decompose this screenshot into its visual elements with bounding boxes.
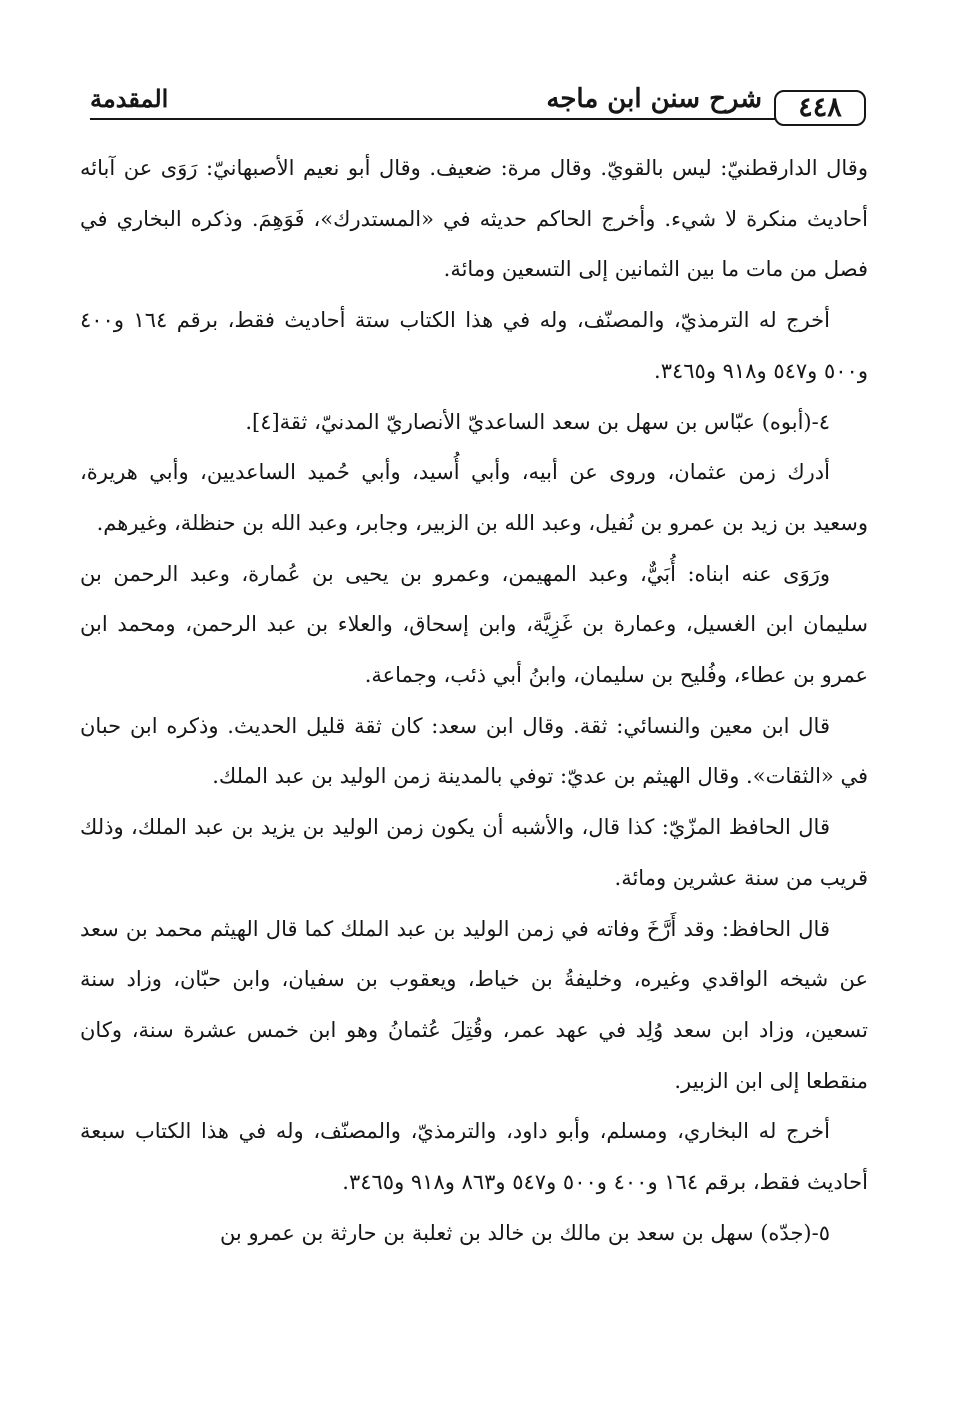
- page-header: [90, 84, 866, 128]
- header-rule: [90, 118, 776, 120]
- paragraph: وقال الدارقطنيّ: ليس بالقويّ. وقال مرة: ضعيف. وقال أبو نعيم الأصبهانيّ: رَوَى عن آبائه أحاديث منكرة لا شيء. وأخرج الحاكم حديثه في «المستدرك»، فَوَهِمَ. وذكره البخاري في فصل من مات ما بين الثمانين إلى التسعين ومائة.: [80, 156, 868, 282]
- paragraph: أدرك زمن عثمان، وروى عن أبيه، وأبي أُسيد، وأبي حُميد الساعديين، وأبي هريرة، وسعيد بن زيد بن عمرو بن نُفيل، وعبد الله بن الزبير، وجابر، وعبد الله بن حنظلة، وغيرهم.: [80, 460, 868, 535]
- page-number: ٤٤٨: [774, 90, 866, 126]
- paragraph: أخرج له البخاري، ومسلم، وأبو داود، والترمذيّ، والمصنّف، وله في هذا الكتاب سبعة أحاديث فقط، برقم ١٦٤ و٤٠٠ و٥٠٠ و٥٤٧ و٨٦٣ و٩١٨ و٣٤٦٥.: [80, 1119, 868, 1195]
- paragraph: قال الحافظ المزّيّ: كذا قال، والأشبه أن يكون زمن الوليد بن يزيد بن عبد الملك، وذلك قريب من سنة عشرين ومائة.: [80, 815, 868, 890]
- paragraph: ٤-(أبوه) عبّاس بن سهل بن سعد الساعديّ الأنصاريّ المدنيّ، ثقة[٤].: [245, 409, 830, 434]
- paragraph: قال ابن معين والنسائي: ثقة. وقال ابن سعد: كان ثقة قليل الحديث. وذكره ابن حبان في «الثقات». وقال الهيثم بن عديّ: توفي بالمدينة زمن الوليد بن عبد الملك.: [80, 713, 868, 789]
- paragraph: ورَوَى عنه ابناه: أُبَيٌّ، وعبد المهيمن، وعمرو بن يحيى بن عُمارة، وعبد الرحمن بن سليمان ابن الغسيل، وعمارة بن غَزِيَّة، وابن إسحاق، والعلاء بن عبد الرحمن، ومحمد ابن عمرو بن عطاء، وفُليح بن سليمان، وابنُ أبي ذئب، وجماعة.: [80, 561, 868, 688]
- running-title: شرح سنن ابن ماجه: [546, 84, 762, 114]
- paragraph: ٥-(جدّه) سهل بن سعد بن مالك بن خالد بن ثعلبة بن حارثة بن عمرو بن: [219, 1220, 830, 1245]
- page-body: [80, 143, 868, 1258]
- paragraph: أخرج له الترمذيّ، والمصنّف، وله في هذا الكتاب ستة أحاديث فقط، برقم ١٦٤ و٤٠٠ و٥٠٠ و٥٤٧ و٩١٨ و٣٤٦٥.: [80, 308, 868, 383]
- section-title: المقدمة: [90, 84, 169, 113]
- paragraph: قال الحافظ: وقد أَرَّخَ وفاته في زمن الوليد بن عبد الملك كما قال الهيثم محمد بن سعد عن شيخه الواقدي وغيره، وخليفةُ بن خياط، ويعقوب بن سفيان، وابن حبّان، وزاد سنة تسعين، وزاد ابن سعد وُلِد في عهد عمر، وقُتِلَ عُثمانُ وهو ابن خمس عشرة سنة، وكان منقطعا إلى ابن الزبير.: [80, 916, 868, 1093]
